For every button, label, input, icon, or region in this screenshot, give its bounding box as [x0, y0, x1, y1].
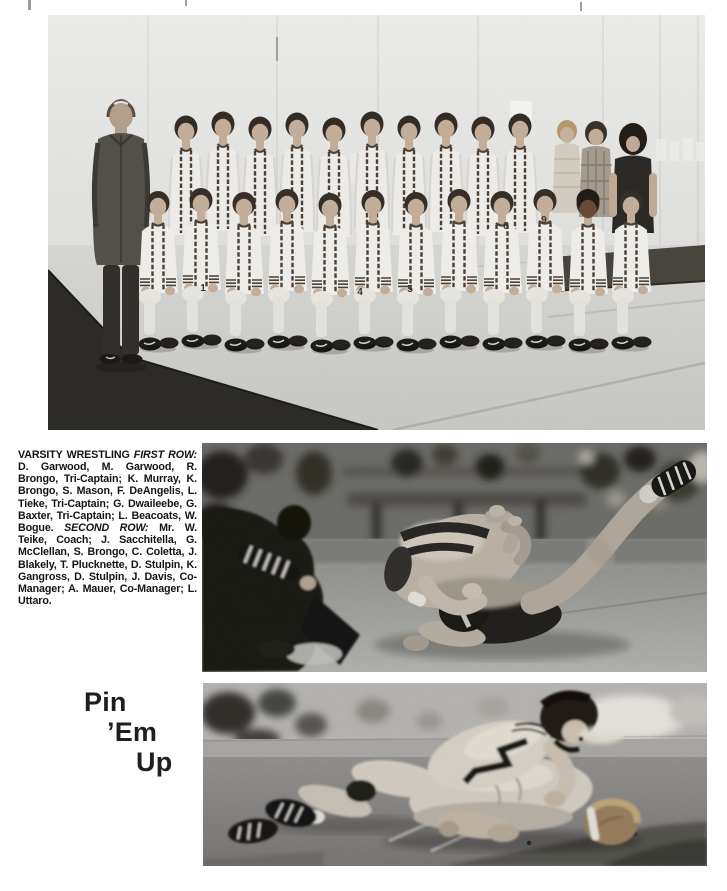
headline-pin-em-up — [84, 687, 172, 777]
jersey-number: 5 — [407, 284, 413, 295]
photo-grain — [202, 443, 707, 672]
jersey-number: 4 — [357, 287, 363, 298]
team-photo — [48, 15, 705, 430]
scan-artifact — [28, 0, 31, 10]
caption-second-row-names: Mr. W. Teike, Coach; J. Sacchitella, G. McClellan, S. Brongo, C. Coletta, J. Blakely, T. Plucknette, D. Stulpin, K. Gangross, D. Stulpin, J. Davis, Co-Manager; A. Mauer, Co-Manager; L. Uttaro. — [18, 521, 197, 608]
caption-first-row-label: FIRST ROW: — [133, 448, 197, 461]
action-photo-bottom — [203, 683, 707, 866]
photo-grain — [203, 683, 707, 866]
caption-lead: VARSITY WRESTLING — [18, 448, 130, 461]
caption-second-row-label: SECOND ROW: — [64, 521, 149, 534]
action-top-illustration — [202, 443, 707, 672]
team-photo-illustration — [48, 15, 705, 430]
action-photo-top — [202, 443, 707, 672]
jersey-number: 9 — [541, 215, 547, 226]
photo-grain — [48, 15, 705, 430]
team-caption — [18, 449, 197, 608]
jersey-number: 8 — [503, 221, 509, 232]
headline-word-pin: Pin — [84, 687, 127, 717]
jersey-number: 1 — [200, 283, 206, 294]
scan-artifact — [185, 0, 187, 6]
headline-word-em: ’Em — [107, 717, 158, 747]
headline-word-up: Up — [136, 747, 173, 777]
scan-artifact — [580, 2, 582, 11]
action-bottom-illustration — [203, 683, 707, 866]
caption-first-row-names: D. Garwood, M. Garwood, R. Brongo, Tri-Captain; K. Murray, K. Brongo, S. Mason, F. DeAngelis, L. Tieke, Tri-Captain; G. Dwaileebe, G. Baxter, Tri-Captain; L. Beacoats, W. Bogue. — [18, 460, 197, 534]
